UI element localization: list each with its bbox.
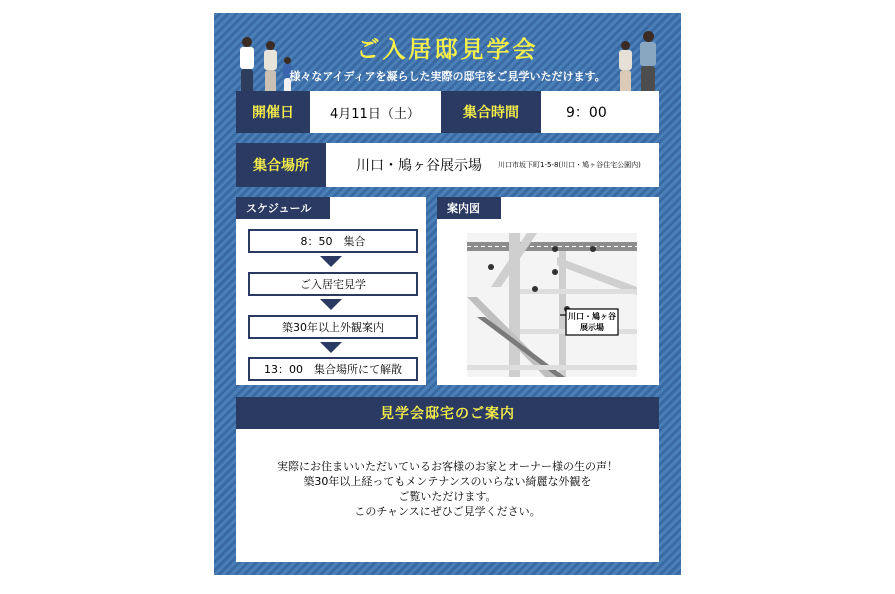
date-time-row bbox=[236, 91, 659, 133]
date-label: 開催日 bbox=[236, 91, 310, 133]
down-arrow-icon bbox=[320, 342, 342, 353]
page-title: ご入居邸見学会 bbox=[356, 37, 539, 63]
tour-heading: 見学会邸宅のご案内 bbox=[236, 397, 659, 429]
down-arrow-icon bbox=[320, 256, 342, 267]
tour-line: ご覧いただけます。 bbox=[398, 490, 497, 503]
time-label: 集合時間 bbox=[441, 91, 541, 133]
schedule-label: スケジュール bbox=[236, 197, 330, 219]
place-name: 川口・鳩ヶ谷展示場 bbox=[356, 158, 482, 174]
tour-line: このチャンスにぜひご見学ください。 bbox=[354, 505, 541, 518]
map-label: 案内図 bbox=[437, 197, 501, 219]
place-label: 集合場所 bbox=[236, 143, 326, 187]
schedule-item: 13：00 集合場所にて解散 bbox=[248, 357, 418, 381]
time-value: 9：00 bbox=[566, 105, 607, 121]
tour-line: 実際にお住まいいただいているお客様のお家とオーナー様の生の声！ bbox=[277, 460, 618, 473]
tour-line: 築30年以上経ってもメンテナンスのいらない綺麗な外観を bbox=[303, 475, 592, 488]
schedule-item: 築30年以上外観案内 bbox=[248, 315, 418, 339]
map-destination-line1: 川口・鳩ヶ谷 bbox=[568, 312, 616, 321]
map-panel bbox=[437, 197, 659, 385]
place-row bbox=[236, 143, 659, 187]
down-arrow-icon bbox=[320, 299, 342, 310]
tour-body bbox=[236, 429, 659, 562]
schedule-panel bbox=[236, 197, 426, 385]
map-destination-line2: 展示場 bbox=[580, 323, 604, 332]
tour-info-panel bbox=[236, 397, 659, 562]
place-address: 川口市坂下町1-5-8(川口・鳩ヶ谷住宅公園内) bbox=[498, 161, 641, 169]
schedule-item: ご入居宅見学 bbox=[248, 272, 418, 296]
date-value: 4月11日（土） bbox=[330, 106, 420, 122]
event-flyer bbox=[214, 13, 681, 575]
page-subtitle: 様々なアイディアを凝らした実際の邸宅をご見学いただけます。 bbox=[289, 70, 606, 83]
tour-message bbox=[236, 459, 659, 519]
access-map bbox=[437, 197, 659, 385]
schedule-item: 8：50 集合 bbox=[248, 229, 418, 253]
